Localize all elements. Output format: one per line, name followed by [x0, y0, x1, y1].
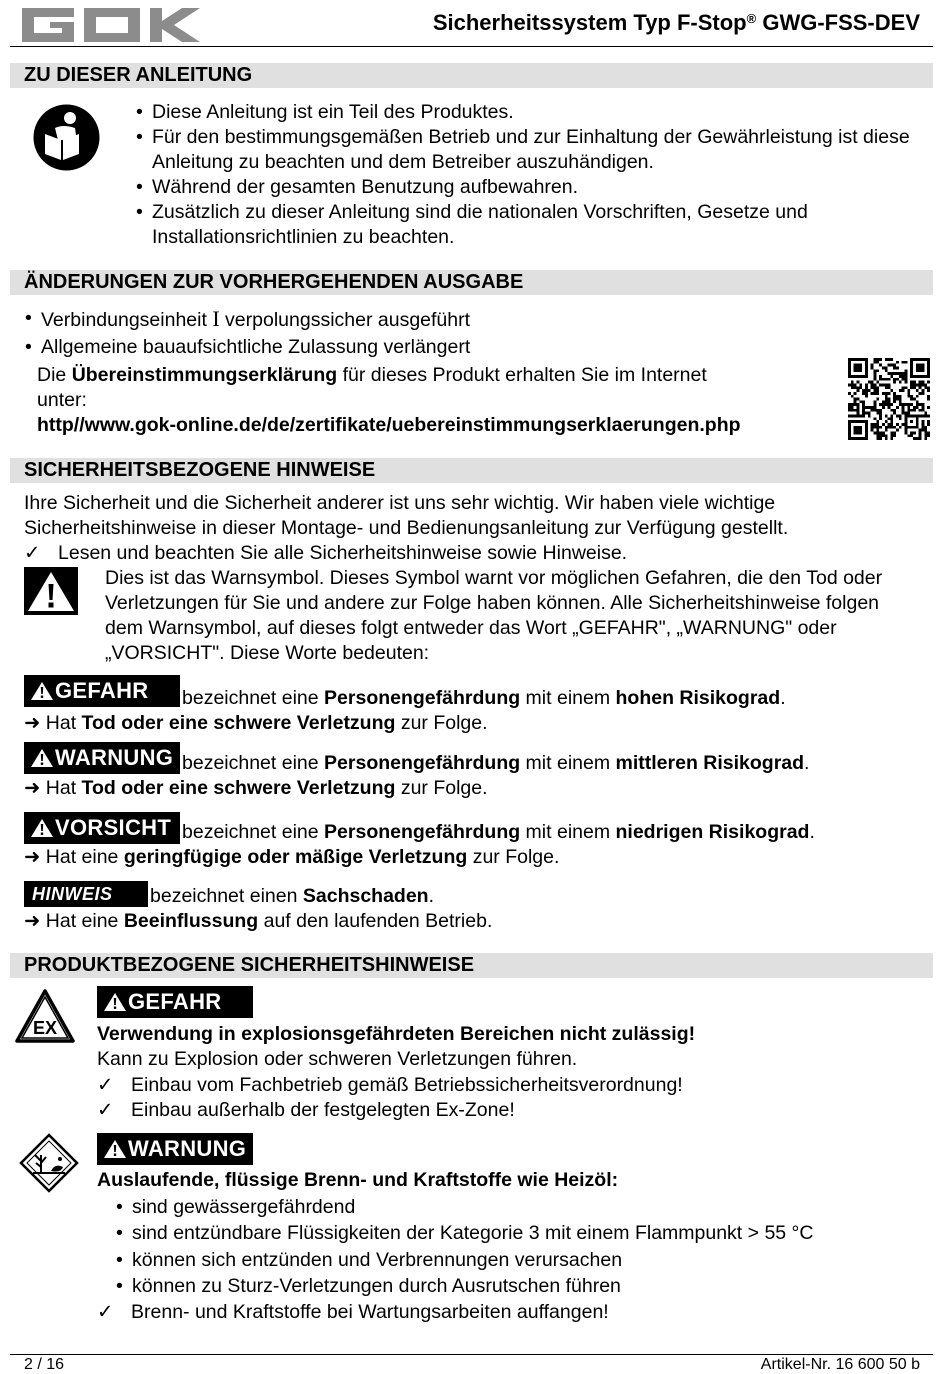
hazard-bullet-list	[115, 1194, 915, 1299]
check-mark-icon: ✓	[97, 1074, 114, 1096]
read-manual-icon	[33, 104, 100, 171]
level-description: bezeichnet eine Personengefährdung mit einem hohen Risikograd.	[182, 687, 786, 709]
level-result: ➜ Hat Tod oder eine schwere Verletzung zur Folge.	[24, 777, 488, 799]
check-mark-icon: ✓	[97, 1099, 114, 1121]
footer-rule	[10, 1354, 933, 1355]
warning-triangle-icon	[103, 992, 127, 1012]
signal-word-warnung: WARNUNG	[24, 742, 180, 774]
list-item: • Verbindungseinheit I verpolungssicher ausgeführt	[24, 305, 824, 334]
hazard-text: Kann zu Explosion oder schweren Verletzungen führen.	[97, 1048, 578, 1070]
section1-bullet-list	[135, 100, 925, 250]
list-item: • sind gewässergefährdend	[115, 1194, 915, 1220]
ex-explosion-icon	[14, 988, 76, 1044]
warning-triangle-icon	[30, 748, 54, 768]
svg-text:EX: EX	[32, 1018, 58, 1038]
warning-triangle-icon	[30, 681, 54, 701]
level-result: ➜ Hat eine Beeinflussung auf den laufenden Betrieb.	[24, 910, 493, 932]
section-heading-aenderungen: ÄNDERUNGEN ZUR VORHERGEHENDEN AUSGABE	[10, 270, 933, 295]
level-result: ➜ Hat eine geringfügige oder mäßige Verletzung zur Folge.	[24, 846, 560, 868]
list-item: • Zusätzlich zu dieser Anleitung sind die nationalen Vorschriften, Gesetze und Installationsrichtlinien zu beachten.	[135, 200, 925, 250]
document-title: Sicherheitssystem Typ F-Stop® GWG-FSS-DEV	[432, 10, 920, 35]
arrow-right-icon: ➜	[24, 846, 41, 868]
signal-word-gefahr: GEFAHR	[24, 675, 180, 707]
list-item: • Während der gesamten Benutzung aufbewahren.	[135, 175, 925, 200]
hazard-title: Verwendung in explosionsgefährdeten Bereichen nicht zulässig!	[97, 1023, 696, 1045]
arrow-right-icon: ➜	[24, 777, 41, 799]
list-item: • können sich entzünden und Verbrennungen verursachen	[115, 1247, 915, 1273]
section2-bullet-list	[24, 305, 824, 361]
check-mark-icon: ✓	[24, 542, 41, 564]
connection-unit-symbol: I	[212, 306, 220, 331]
arrow-right-icon: ➜	[24, 910, 41, 932]
level-description: bezeichnet eine Personengefährdung mit einem mittleren Risikograd.	[182, 752, 810, 774]
list-item: • können zu Sturz-Verletzungen durch Ausrutschen führen	[115, 1273, 915, 1299]
list-item: • sind entzündbare Flüssigkeiten der Kategorie 3 mit einem Flammpunkt > 55 °C	[115, 1220, 915, 1246]
check-item: ✓ Einbau vom Fachbetrieb gemäß Betriebssicherheitsverordnung!	[97, 1074, 683, 1096]
signal-word-warnung: WARNUNG	[97, 1133, 253, 1165]
warning-triangle-icon	[30, 818, 54, 838]
header-rule	[10, 46, 933, 47]
warning-triangle-icon	[103, 1139, 127, 1159]
page-number: 2 / 16	[24, 1356, 65, 1373]
list-item: • Diese Anleitung ist ein Teil des Produktes.	[135, 100, 925, 125]
level-result: ➜ Hat Tod oder eine schwere Verletzung zur Folge.	[24, 712, 488, 734]
signal-word-gefahr: GEFAHR	[97, 986, 253, 1018]
section-heading-sicherheitsbezogene-hinweise: SICHERHEITSBEZOGENE HINWEISE	[10, 458, 933, 483]
section-heading-zu-dieser-anleitung: ZU DIESER ANLEITUNG	[10, 63, 933, 88]
safety-intro-text: Ihre Sicherheit und die Sicherheit anderer ist uns sehr wichtig. Wir haben viele wichtige Sicherheitshinweise in dieser Montage- und Bedienungsanleitung zur Verfügung gestellt.	[24, 492, 789, 539]
qr-code-icon	[848, 358, 930, 440]
arrow-right-icon: ➜	[24, 712, 41, 734]
declaration-url-link[interactable]: http//www.gok-online.de/de/zertifikate/uebereinstimmungserklaerungen.php	[37, 414, 741, 436]
signal-word-vorsicht: VORSICHT	[24, 812, 180, 844]
level-description: bezeichnet eine Personengefährdung mit einem niedrigen Risikograd.	[182, 821, 815, 843]
check-mark-icon: ✓	[97, 1301, 114, 1323]
declaration-text: Die Übereinstimmungserklärung für dieses Produkt erhalten Sie im Internet	[37, 364, 707, 386]
check-item: ✓ Lesen und beachten Sie alle Sicherheitshinweise sowie Hinweise.	[24, 542, 628, 564]
list-item: • Allgemeine bauaufsichtliche Zulassung verlängert	[24, 334, 824, 361]
hazard-title: Auslaufende, flüssige Brenn- und Kraftstoffe wie Heizöl:	[97, 1169, 619, 1191]
section-heading-produktbezogene-hinweise: PRODUKTBEZOGENE SICHERHEITSHINWEISE	[10, 953, 933, 978]
environment-hazard-icon	[19, 1133, 79, 1193]
signal-word-hinweis: HINWEIS	[24, 881, 148, 907]
check-item: ✓ Brenn- und Kraftstoffe bei Wartungsarbeiten auffangen!	[97, 1301, 609, 1323]
warn-symbol-explanation: Dies ist das Warnsymbol. Dieses Symbol warnt vor möglichen Gefahren, die den Tod oder Verletzungen für Sie und andere zur Folge haben können. Alle Sicherheitshinweise folgen dem Warnsymbol, auf dieses folgt entweder das Wort „GEFAHR", „WARNUNG" oder „VORSICHT". Diese Worte bedeuten:	[105, 567, 883, 664]
level-description: bezeichnet einen Sachschaden.	[150, 885, 435, 907]
declaration-text-line2: unter:	[37, 389, 87, 411]
check-item: ✓ Einbau außerhalb der festgelegten Ex-Zone!	[97, 1099, 515, 1121]
list-item: • Für den bestimmungsgemäßen Betrieb und zur Einhaltung der Gewährleistung ist diese Anleitung zu beachten und dem Betreiber auszuhändigen.	[135, 125, 925, 175]
warning-triangle-icon	[24, 567, 78, 615]
gok-logo	[22, 8, 202, 42]
article-number: Artikel-Nr. 16 600 50 b	[760, 1356, 920, 1373]
